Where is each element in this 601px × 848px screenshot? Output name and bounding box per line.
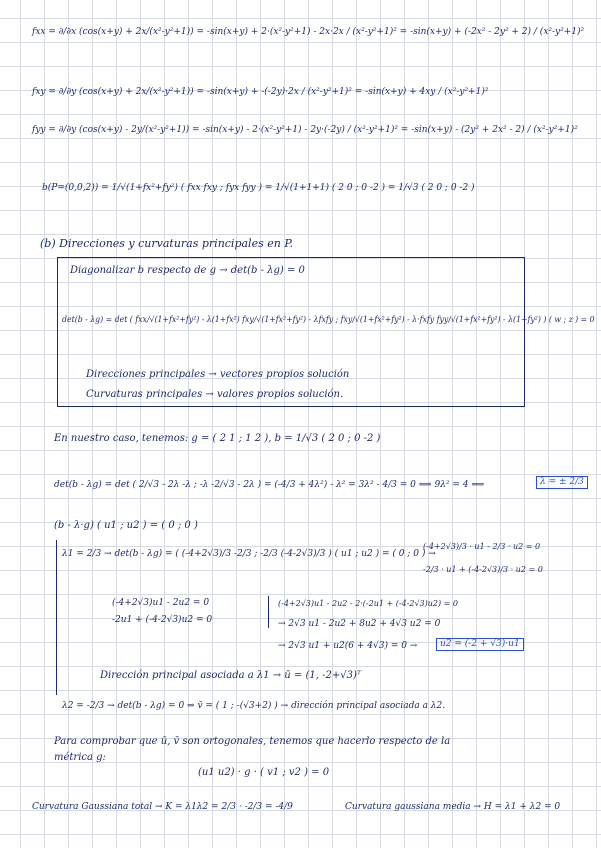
elim-right-1: (-4+2√3)u1 - 2u2 - 2·(-2u1 + (-4-2√3)u2) = 0 [278,599,459,608]
fxy-equation: fxy = ∂/∂y (cos(x+y) + 2x/(x²-y²+1)) = -sin(x+y) + -(-2y)·2x / (x²-y²+1)² = -sin(x+y) + 4xy / (x²-y²+1)² [32,87,489,97]
lambda-result-box: λ = ± 2/3 [536,476,588,489]
elim-left-1: (-4+2√3)u1 - 2u2 = 0 [112,598,210,608]
mean-curvature: Curvatura gaussiana media → H = λ1 + λ2 = 0 [345,802,561,812]
lambda1-system-2: -2/3 · u1 + (-4-2√3)/3 · u2 = 0 [423,565,543,574]
fyy-equation: fyy = ∂/∂y (cos(x+y) - 2y/(x²-y²+1)) = -sin(x+y) - 2·(x²-y²+1) - 2y·(-2y) / (x²-y²+1)² = -sin(x+y) - (2y² + 2x² - 2) / (x²-y²+1)² [32,125,578,135]
orthogonal-equation: (u1 u2) · g · ( v1 ; v2 ) = 0 [198,767,330,778]
lambda1-line: λ1 = 2/3 → det(b - λg) = ( (-4+2√3)/3 -2/3 ; -2/3 (-4-2√3)/3 ) ( u1 ; u2 ) = ( 0 ; 0 ) → [62,549,436,559]
box-directions-line: Direcciones principales → vectores propios solución [86,369,350,380]
lambda1-system-1: (-4+2√3)/3 · u1 - 2/3 · u2 = 0 [423,542,541,551]
lambda1-bracket [56,540,57,695]
section-heading: (b) Direcciones y curvaturas principales en P. [40,237,293,250]
definition-box [57,257,525,407]
eigen-system: (b - λ·g) ( u1 ; u2 ) = ( 0 ; 0 ) [54,520,198,531]
box-curvatures-line: Curvaturas principales → valores propios solución. [86,389,344,400]
b-matrix-equation: b(P=(0,0,2)) = 1/√(1+fx²+fy²) ( fxx fxy ; fyx fyy ) = 1/√(1+1+1) ( 2 0 ; 0 -2 ) = 1/√3 ( 2 0 ; 0 -2 ) [42,183,475,193]
u2-result-box: u2 = (-2 + √3)·u1 [436,638,524,651]
direction-lambda1: Dirección principal asociada a λ1 → ū = (1, -2+√3)ᵀ [100,670,362,681]
case-intro: En nuestro caso, tenemos: g = ( 2 1 ; 1 2 ), b = 1/√3 ( 2 0 ; 0 -2 ) [54,433,381,444]
box-determinant: det(b - λg) = det ( fxx/√(1+fx²+fy²) - λ(1+fx²) fxy/√(1+fx²+fy²) - λfxfy ; fxy/√(1+fx²+fy²) - λ·fxfy fyy/√(1+fx²+fy²) - λ(1+fy²) ) ( w ; z ) = 0 [62,315,595,324]
elim-right-3: → 2√3 u1 + u2(6 + 4√3) = 0 → [278,641,418,651]
lambda2-line: λ2 = -2/3 → det(b - λg) = 0 ⇒ v̄ = ( 1 ; -(√3+2) ) → dirección principal asociada a λ2. [62,701,446,711]
elim-separator [268,596,269,628]
box-diagonalize-line: Diagonalizar b respecto de g → det(b - λg) = 0 [70,265,305,276]
elim-left-2: -2u1 + (-4-2√3)u2 = 0 [112,615,213,625]
elim-right-2: → 2√3 u1 - 2u2 + 8u2 + 4√3 u2 = 0 [278,619,441,629]
det-equation: det(b - λg) = det ( 2/√3 - 2λ -λ ; -λ -2/√3 - 2λ ) = (-4/3 + 4λ²) - λ² = 3λ² - 4/3 = 0 ⟺ 9λ² = 4 ⟺ [54,480,485,490]
orthogonal-line-2: métrica g: [54,752,106,763]
orthogonal-line-1: Para comprobar que ū, v̄ son ortogonales, tenemos que hacerlo respecto de la [54,736,451,747]
fxx-equation: fxx = ∂/∂x (cos(x+y) + 2x/(x²-y²+1)) = -sin(x+y) + 2·(x²-y²+1) - 2x·2x / (x²-y²+1)² = -sin(x+y) + (-2x² - 2y² + 2) / (x²-y²+1)² [32,27,585,37]
gaussian-curvature: Curvatura Gaussiana total → K = λ1λ2 = 2/3 · -2/3 = -4/9 [32,802,293,812]
